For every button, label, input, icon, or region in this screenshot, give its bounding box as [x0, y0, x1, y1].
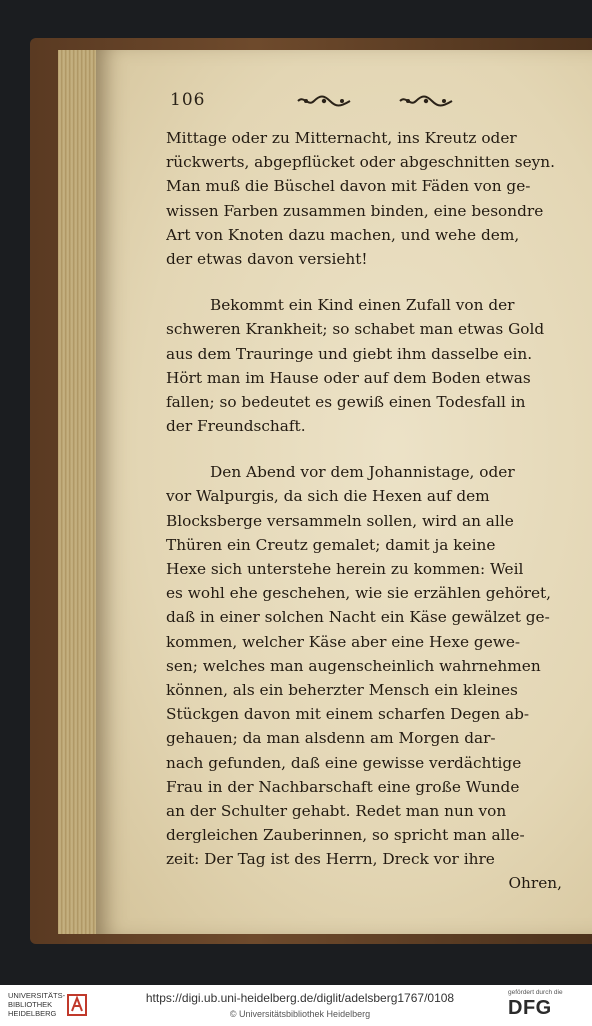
text-line: daß in einer solchen Nacht ein Käse gewälzet ge- — [166, 608, 550, 627]
catchword: Ohren, — [508, 874, 562, 893]
text-line: an der Schulter gehabt. Redet man nun von — [166, 801, 507, 820]
funded-by-label: gefördert durch die — [508, 989, 563, 996]
library-name: UNIVERSITÄTS- BIBLIOTHEK HEIDELBERG — [8, 991, 66, 1018]
page-header — [170, 90, 570, 116]
text-line: Man muß die Büschel davon mit Fäden von ge- — [166, 177, 531, 196]
text-line: Den Abend vor dem Johannistage, oder — [210, 463, 515, 482]
text-line: Stückgen davon mit einem scharfen Degen ab- — [166, 705, 530, 724]
text-line: kommen, welcher Käse aber eine Hexe gewe- — [166, 632, 521, 651]
text-line: gehauen; da man alsdenn am Morgen dar- — [166, 729, 496, 748]
text-line: dergleichen Zauberinnen, so spricht man alle- — [166, 826, 525, 845]
text-line: rückwerts, abgepflücket oder abgeschnitten seyn. — [166, 153, 556, 172]
text-line: aus dem Trauringe und giebt ihm dasselbe ein. — [166, 344, 533, 363]
ornament-icon — [296, 94, 352, 108]
text-line: Mittage oder zu Mitternacht, ins Kreutz oder — [166, 129, 517, 147]
funder-logo[interactable] — [508, 989, 588, 1023]
paragraph-gap — [166, 438, 574, 460]
text-line: der Freundschaft. — [166, 417, 306, 436]
text-line: Hört man im Hause oder auf dem Boden etwas — [166, 368, 531, 387]
text-line: fallen; so bedeutet es gewiß einen Todesfall in — [166, 392, 526, 411]
text-line: können, als ein beherzter Mensch ein kleines — [166, 680, 518, 699]
text-line: Frau in der Nachbarschaft eine große Wunde — [166, 777, 520, 796]
text-line: vor Walpurgis, da sich die Hexen auf dem — [166, 487, 490, 506]
text-line: Art von Knoten dazu machen, und wehe dem, — [166, 225, 520, 244]
library-logo[interactable] — [8, 991, 128, 1021]
text-line: sen; welches man augenscheinlich wahrnehmen — [166, 656, 541, 675]
copyright-notice: © Universitätsbibliothek Heidelberg — [229, 1009, 371, 1019]
viewer-footer — [0, 985, 592, 1026]
text-line: nach gefunden, daß eine gewisse verdächtige — [166, 753, 522, 772]
permalink-url[interactable]: https://digi.ub.uni-heidelberg.de/diglit/adelsberg1767/0108 — [145, 991, 455, 1005]
text-line: zeit: Der Tag ist des Herrn, Dreck vor ihre — [166, 850, 495, 869]
body-text — [166, 126, 574, 896]
text-line: Hexe sich unterstehe herein zu kommen: Weil — [166, 560, 524, 578]
text-line: es wohl ehe geschehen, wie sie erzählen gehöret, — [166, 584, 552, 603]
text-line: schweren Krankheit; so schabet man etwas Gold — [166, 320, 545, 339]
page-number: 106 — [170, 90, 206, 110]
dfg-logo-text: DFG — [508, 997, 552, 1019]
text-line: wissen Farben zusammen binden, eine besondre — [166, 201, 544, 220]
text-line: der etwas davon versieht! — [166, 249, 368, 268]
text-line: Thüren ein Creutz gemalet; damit ja keine — [166, 535, 496, 554]
text-line: Bekommt ein Kind einen Zufall von der — [210, 296, 515, 315]
ornament-icon — [398, 94, 466, 108]
paragraph-gap — [166, 271, 574, 293]
library-seal-icon — [66, 993, 88, 1017]
text-line: Blocksberge versammeln sollen, wird an alle — [166, 511, 514, 530]
